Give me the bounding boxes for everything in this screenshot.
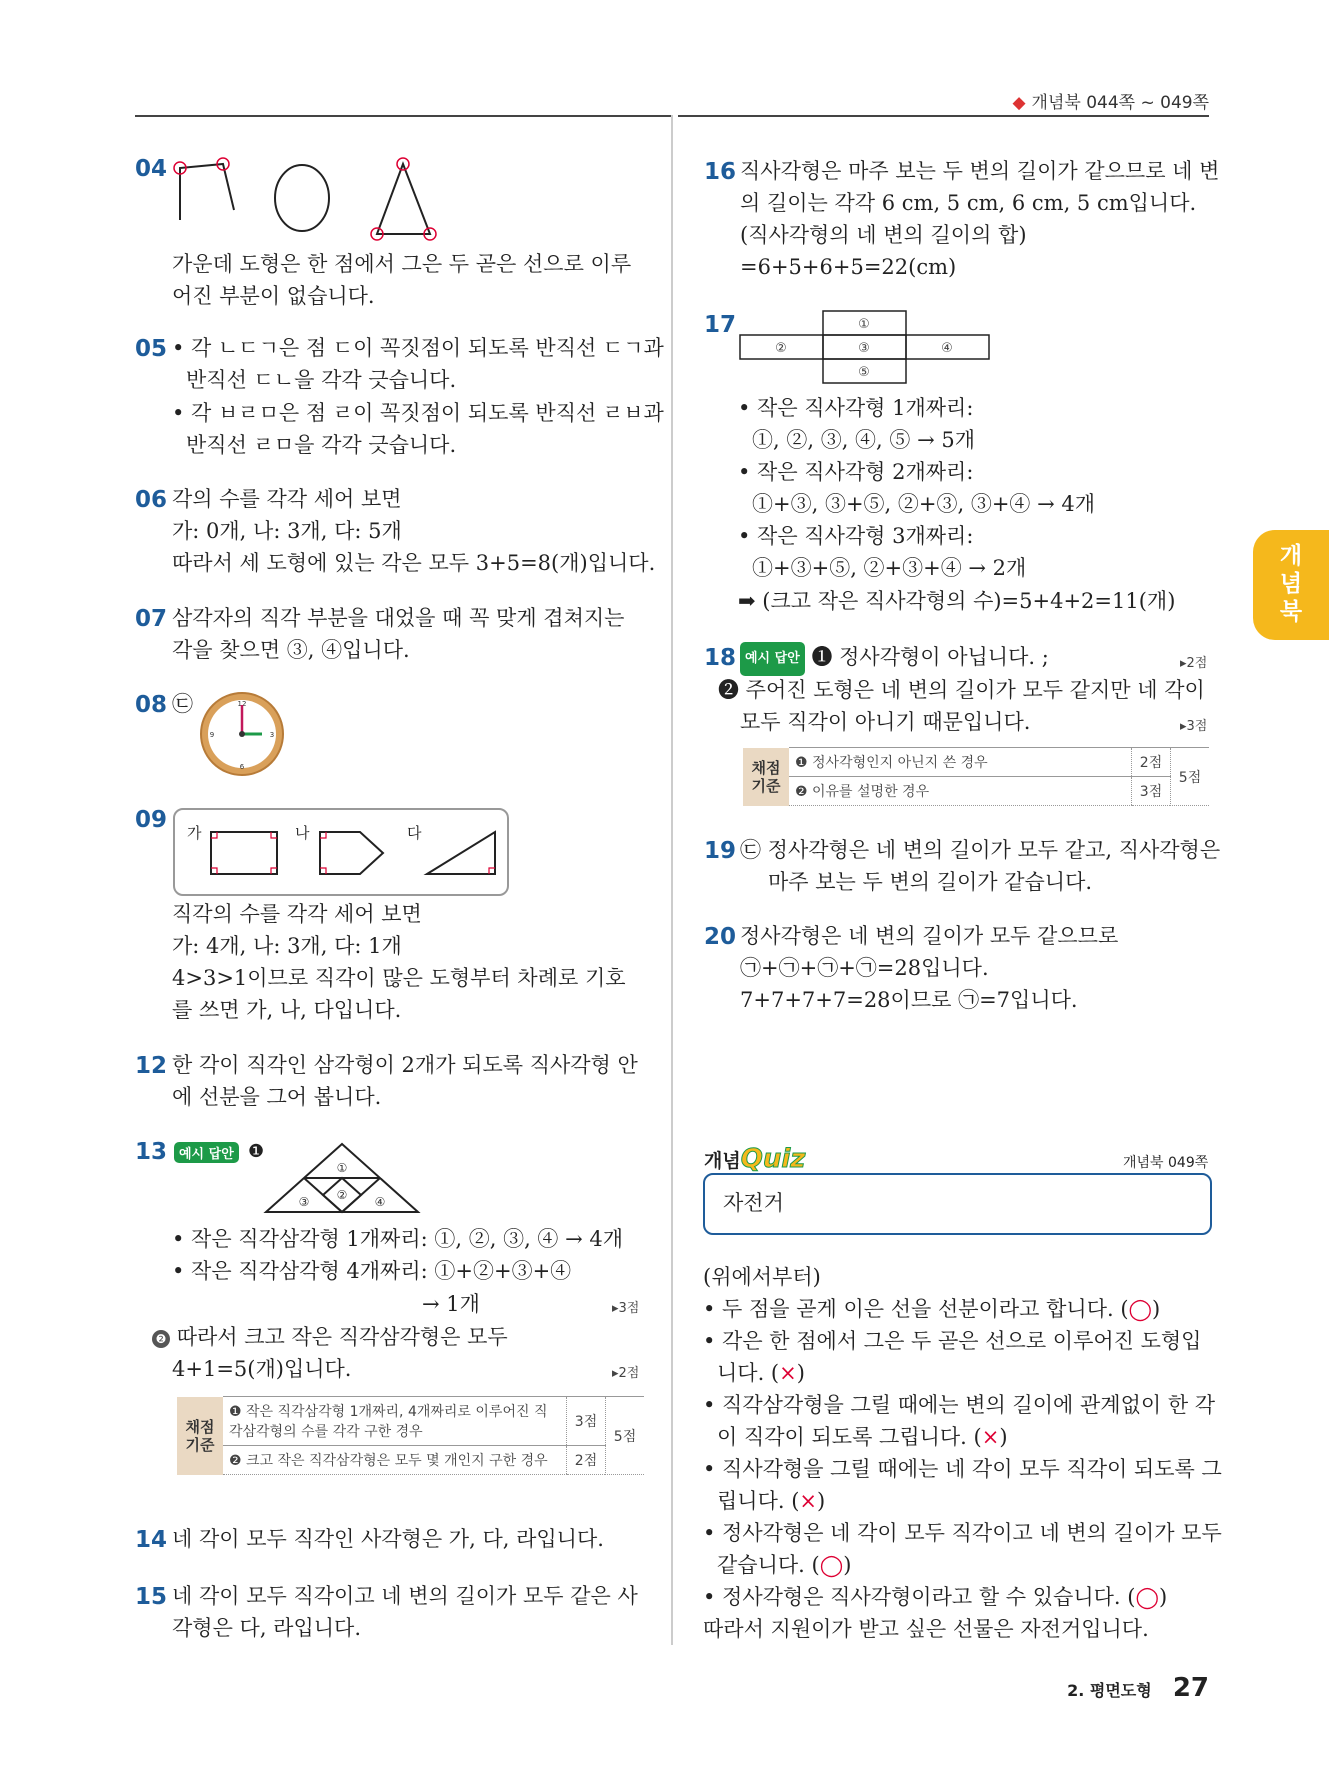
crit-score: 2점 bbox=[1132, 748, 1171, 777]
q17-line: ①, ②, ③, ④, ⑤ → 5개 bbox=[752, 428, 975, 452]
q19-line: ㉢ 정사각형은 네 변의 길이가 모두 같고, 직사각형은 bbox=[740, 838, 1221, 862]
points-label: ▸2점 bbox=[612, 1366, 640, 1381]
example-answer-badge: 예시 답안 bbox=[740, 642, 805, 676]
crit-row: ❷ 크고 작은 직각삼각형은 모두 몇 개인지 구한 경우 bbox=[223, 1446, 567, 1475]
q15-number: 15 bbox=[135, 1584, 168, 1610]
points-label: ▸3점 bbox=[1180, 719, 1208, 734]
q13-triangle-figure bbox=[262, 1140, 422, 1216]
quiz-title: 개념Quiz bbox=[704, 1144, 806, 1174]
crit-row: ❶ 정사각형인지 아닌지 쓴 경우 bbox=[789, 748, 1132, 777]
fig-label: ③ bbox=[858, 341, 870, 356]
q06-line: 따라서 세 도형에 있는 각은 모두 3+5=8(개)입니다. bbox=[172, 551, 656, 575]
q13-line2b: 4+1=5(개)입니다. bbox=[172, 1357, 352, 1381]
q09-line: 직각의 수를 각각 세어 보면 bbox=[172, 902, 422, 926]
q15-line: 네 각이 모두 직각이고 네 변의 길이가 모두 같은 사 bbox=[172, 1584, 638, 1608]
q13-line: • 작은 직각삼각형 4개짜리: ①+②+③+④ bbox=[172, 1259, 572, 1283]
q17-grid-figure bbox=[738, 310, 992, 386]
crit-row: ❶ 작은 직각삼각형 1개짜리, 4개짜리로 이루어진 직각삼각형의 수를 각각 구한 경우 bbox=[223, 1397, 567, 1446]
q13-line2a: ❷ 따라서 크고 작은 직각삼각형은 모두 bbox=[152, 1321, 508, 1353]
q15-line: 각형은 다, 라입니다. bbox=[172, 1616, 361, 1640]
q18-scoring-table bbox=[743, 747, 1209, 806]
quiz-line: • 직각삼각형을 그릴 때에는 변의 길이에 관계없이 한 각 bbox=[703, 1393, 1216, 1417]
quiz-line: • 직사각형을 그릴 때에는 네 각이 모두 직각이 되도록 그 bbox=[703, 1457, 1222, 1481]
q04-number: 04 bbox=[135, 156, 168, 182]
q17-line: ➡ (크고 작은 직사각형의 수)=5+4+2=11(개) bbox=[738, 589, 1176, 613]
quiz-line: 같습니다. (◯) bbox=[717, 1553, 852, 1577]
q16-number: 16 bbox=[704, 159, 737, 185]
q05-line: 반직선 ㄷㄴ을 각각 긋습니다. bbox=[186, 368, 457, 392]
q16-line: 직사각형은 마주 보는 두 변의 길이가 같으므로 네 변 bbox=[740, 159, 1220, 183]
quiz-line: • 정사각형은 직사각형이라고 할 수 있습니다. (◯) bbox=[703, 1585, 1168, 1609]
q13-number: 13 bbox=[135, 1139, 168, 1165]
quiz-line: (위에서부터) bbox=[703, 1265, 821, 1289]
q19-line: 마주 보는 두 변의 길이가 같습니다. bbox=[768, 870, 1093, 894]
q17-line: ①+③+⑤, ②+③+④ → 2개 bbox=[752, 556, 1027, 580]
quiz-line: 이 직각이 되도록 그립니다. (×) bbox=[717, 1425, 1008, 1449]
fig-label: ① bbox=[336, 1161, 348, 1175]
q04-line: 어진 부분이 없습니다. bbox=[172, 284, 375, 308]
crit-total: 5점 bbox=[606, 1397, 645, 1475]
quiz-line: 니다. (×) bbox=[717, 1361, 805, 1385]
crit-row: ❷ 이유를 설명한 경우 bbox=[789, 777, 1132, 806]
q09-figure-box bbox=[173, 808, 509, 896]
step-marker: ❶ bbox=[247, 1141, 264, 1162]
quiz-line: • 두 점을 곧게 이은 선을 선분이라고 합니다. (◯) bbox=[703, 1297, 1161, 1321]
quiz-line: 따라서 지원이가 받고 싶은 선물은 자전거입니다. bbox=[703, 1617, 1149, 1641]
q14-number: 14 bbox=[135, 1527, 168, 1553]
fig-label: ④ bbox=[941, 341, 953, 356]
q13-line: → 1개 bbox=[422, 1292, 480, 1316]
quiz-line: 립니다. (×) bbox=[717, 1489, 826, 1513]
svg-text:6: 6 bbox=[239, 763, 245, 771]
clock-icon bbox=[198, 690, 286, 778]
q08-answer: ㉢ bbox=[172, 692, 193, 716]
quiz-line: • 각은 한 점에서 그은 두 곧은 선으로 이루어진 도형입 bbox=[703, 1329, 1202, 1353]
q17-line: ①+③, ③+⑤, ②+③, ③+④ → 4개 bbox=[752, 492, 1096, 516]
crit-total: 5점 bbox=[1171, 748, 1210, 806]
crit-score: 3점 bbox=[567, 1397, 606, 1446]
q13-line: • 작은 직각삼각형 1개짜리: ①, ②, ③, ④ → 4개 bbox=[172, 1227, 624, 1251]
q07-number: 07 bbox=[135, 606, 168, 632]
q16-line: 의 길이는 각각 6 cm, 5 cm, 6 cm, 5 cm입니다. bbox=[740, 191, 1197, 215]
page-number: 27 bbox=[1172, 1673, 1209, 1703]
q07-line: 삼각자의 직각 부분을 대었을 때 꼭 맞게 겹쳐지는 bbox=[172, 606, 625, 630]
q09-line: 4>3>1이므로 직각이 많은 도형부터 차례로 기호 bbox=[172, 966, 626, 990]
q20-number: 20 bbox=[704, 924, 737, 950]
points-label: ▸2점 bbox=[1180, 656, 1208, 671]
q20-line: ㉠+㉠+㉠+㉠=28입니다. bbox=[740, 956, 989, 980]
q09-shapes bbox=[175, 810, 507, 894]
q09-number: 09 bbox=[135, 807, 168, 833]
q20-line: 정사각형은 네 변의 길이가 모두 같으므로 bbox=[740, 924, 1119, 948]
q06-line: 각의 수를 각각 세어 보면 bbox=[172, 487, 402, 511]
page-header-ref: ◆ 개념북 044쪽 ~ 049쪽 bbox=[1012, 93, 1209, 113]
q04-figures bbox=[170, 150, 440, 250]
chapter-label: 2. 평면도형 bbox=[1067, 1681, 1152, 1700]
q04-line: 가운데 도형은 한 점에서 그은 두 곧은 선으로 이루 bbox=[172, 252, 632, 276]
q12-number: 12 bbox=[135, 1053, 168, 1079]
q08-number: 08 bbox=[135, 692, 168, 718]
figure-label: 나 bbox=[295, 824, 310, 842]
fig-label: ④ bbox=[374, 1195, 386, 1209]
crit-score: 2점 bbox=[567, 1446, 606, 1475]
quiz-answer: 자전거 bbox=[723, 1191, 784, 1215]
q16-line: (직사각형의 네 변의 길이의 합) bbox=[740, 223, 1027, 247]
divider-line bbox=[135, 115, 672, 117]
q17-number: 17 bbox=[704, 312, 737, 338]
side-tab[interactable]: 개념북 bbox=[1253, 530, 1329, 640]
crit-label: 채점 기준 bbox=[743, 748, 789, 806]
q12-line: 한 각이 직각인 삼각형이 2개가 되도록 직사각형 안 bbox=[172, 1053, 638, 1077]
figure-label: 다 bbox=[407, 824, 422, 842]
svg-text:9: 9 bbox=[209, 731, 215, 739]
q07-line: 각을 찾으면 ③, ④입니다. bbox=[172, 638, 410, 662]
points-label: ▸3점 bbox=[612, 1301, 640, 1316]
column-divider bbox=[671, 115, 673, 1645]
q18-line3: 모두 직각이 아니기 때문입니다. bbox=[740, 710, 1031, 734]
fig-label: ② bbox=[775, 341, 787, 356]
q17-line: • 작은 직사각형 2개짜리: bbox=[738, 460, 974, 484]
q16-line: =6+5+6+5=22(cm) bbox=[740, 255, 957, 279]
q20-line: 7+7+7+7=28이므로 ㉠=7입니다. bbox=[740, 988, 1078, 1012]
q12-line: 에 선분을 그어 봅니다. bbox=[172, 1085, 382, 1109]
fig-label: ⑤ bbox=[858, 365, 870, 380]
crit-label: 채점 기준 bbox=[177, 1397, 223, 1475]
q18-line1: 예시 답안 ❶ 정사각형이 아닙니다. ; bbox=[740, 641, 1049, 676]
svg-text:3: 3 bbox=[269, 731, 275, 739]
q14-line: 네 각이 모두 직각인 사각형은 가, 다, 라입니다. bbox=[172, 1527, 604, 1551]
q05-line: 반직선 ㄹㅁ을 각각 긋습니다. bbox=[186, 433, 457, 457]
q17-line: • 작은 직사각형 3개짜리: bbox=[738, 524, 974, 548]
q17-line: • 작은 직사각형 1개짜리: bbox=[738, 396, 974, 420]
q19-number: 19 bbox=[704, 838, 737, 864]
example-answer-badge: 예시 답안 bbox=[174, 1142, 239, 1163]
q05-line: • 각 ㄴㄷㄱ은 점 ㄷ이 꼭짓점이 되도록 반직선 ㄷㄱ과 bbox=[172, 336, 664, 360]
q06-number: 06 bbox=[135, 487, 168, 513]
page-footer bbox=[1067, 1673, 1209, 1703]
q09-line: 가: 4개, 나: 3개, 다: 1개 bbox=[172, 934, 402, 958]
divider-line bbox=[678, 115, 1209, 117]
quiz-line: • 정사각형은 네 각이 모두 직각이고 네 변의 길이가 모두 bbox=[703, 1521, 1222, 1545]
quiz-ref: 개념북 049쪽 bbox=[1123, 1155, 1209, 1171]
quiz-answer-box bbox=[703, 1173, 1212, 1235]
q09-line: 를 쓰면 가, 나, 다입니다. bbox=[172, 998, 402, 1022]
q13-scoring-table bbox=[177, 1396, 644, 1475]
q18-number: 18 bbox=[704, 645, 737, 671]
q18-line2: ❷ 주어진 도형은 네 변의 길이가 모두 같지만 네 각이 bbox=[718, 678, 1205, 702]
figure-label: 가 bbox=[187, 824, 202, 842]
fig-label: ② bbox=[336, 1188, 348, 1202]
q13-badge-row bbox=[174, 1141, 264, 1163]
svg-text:12: 12 bbox=[237, 700, 247, 708]
q05-line: • 각 ㅂㄹㅁ은 점 ㄹ이 꼭짓점이 되도록 반직선 ㄹㅂ과 bbox=[172, 401, 664, 425]
fig-label: ③ bbox=[298, 1195, 310, 1209]
crit-score: 3점 bbox=[1132, 777, 1171, 806]
fig-label: ① bbox=[858, 317, 870, 332]
q05-number: 05 bbox=[135, 336, 168, 362]
step-marker: ❷ bbox=[152, 1330, 170, 1348]
q06-line: 가: 0개, 나: 3개, 다: 5개 bbox=[172, 519, 402, 543]
